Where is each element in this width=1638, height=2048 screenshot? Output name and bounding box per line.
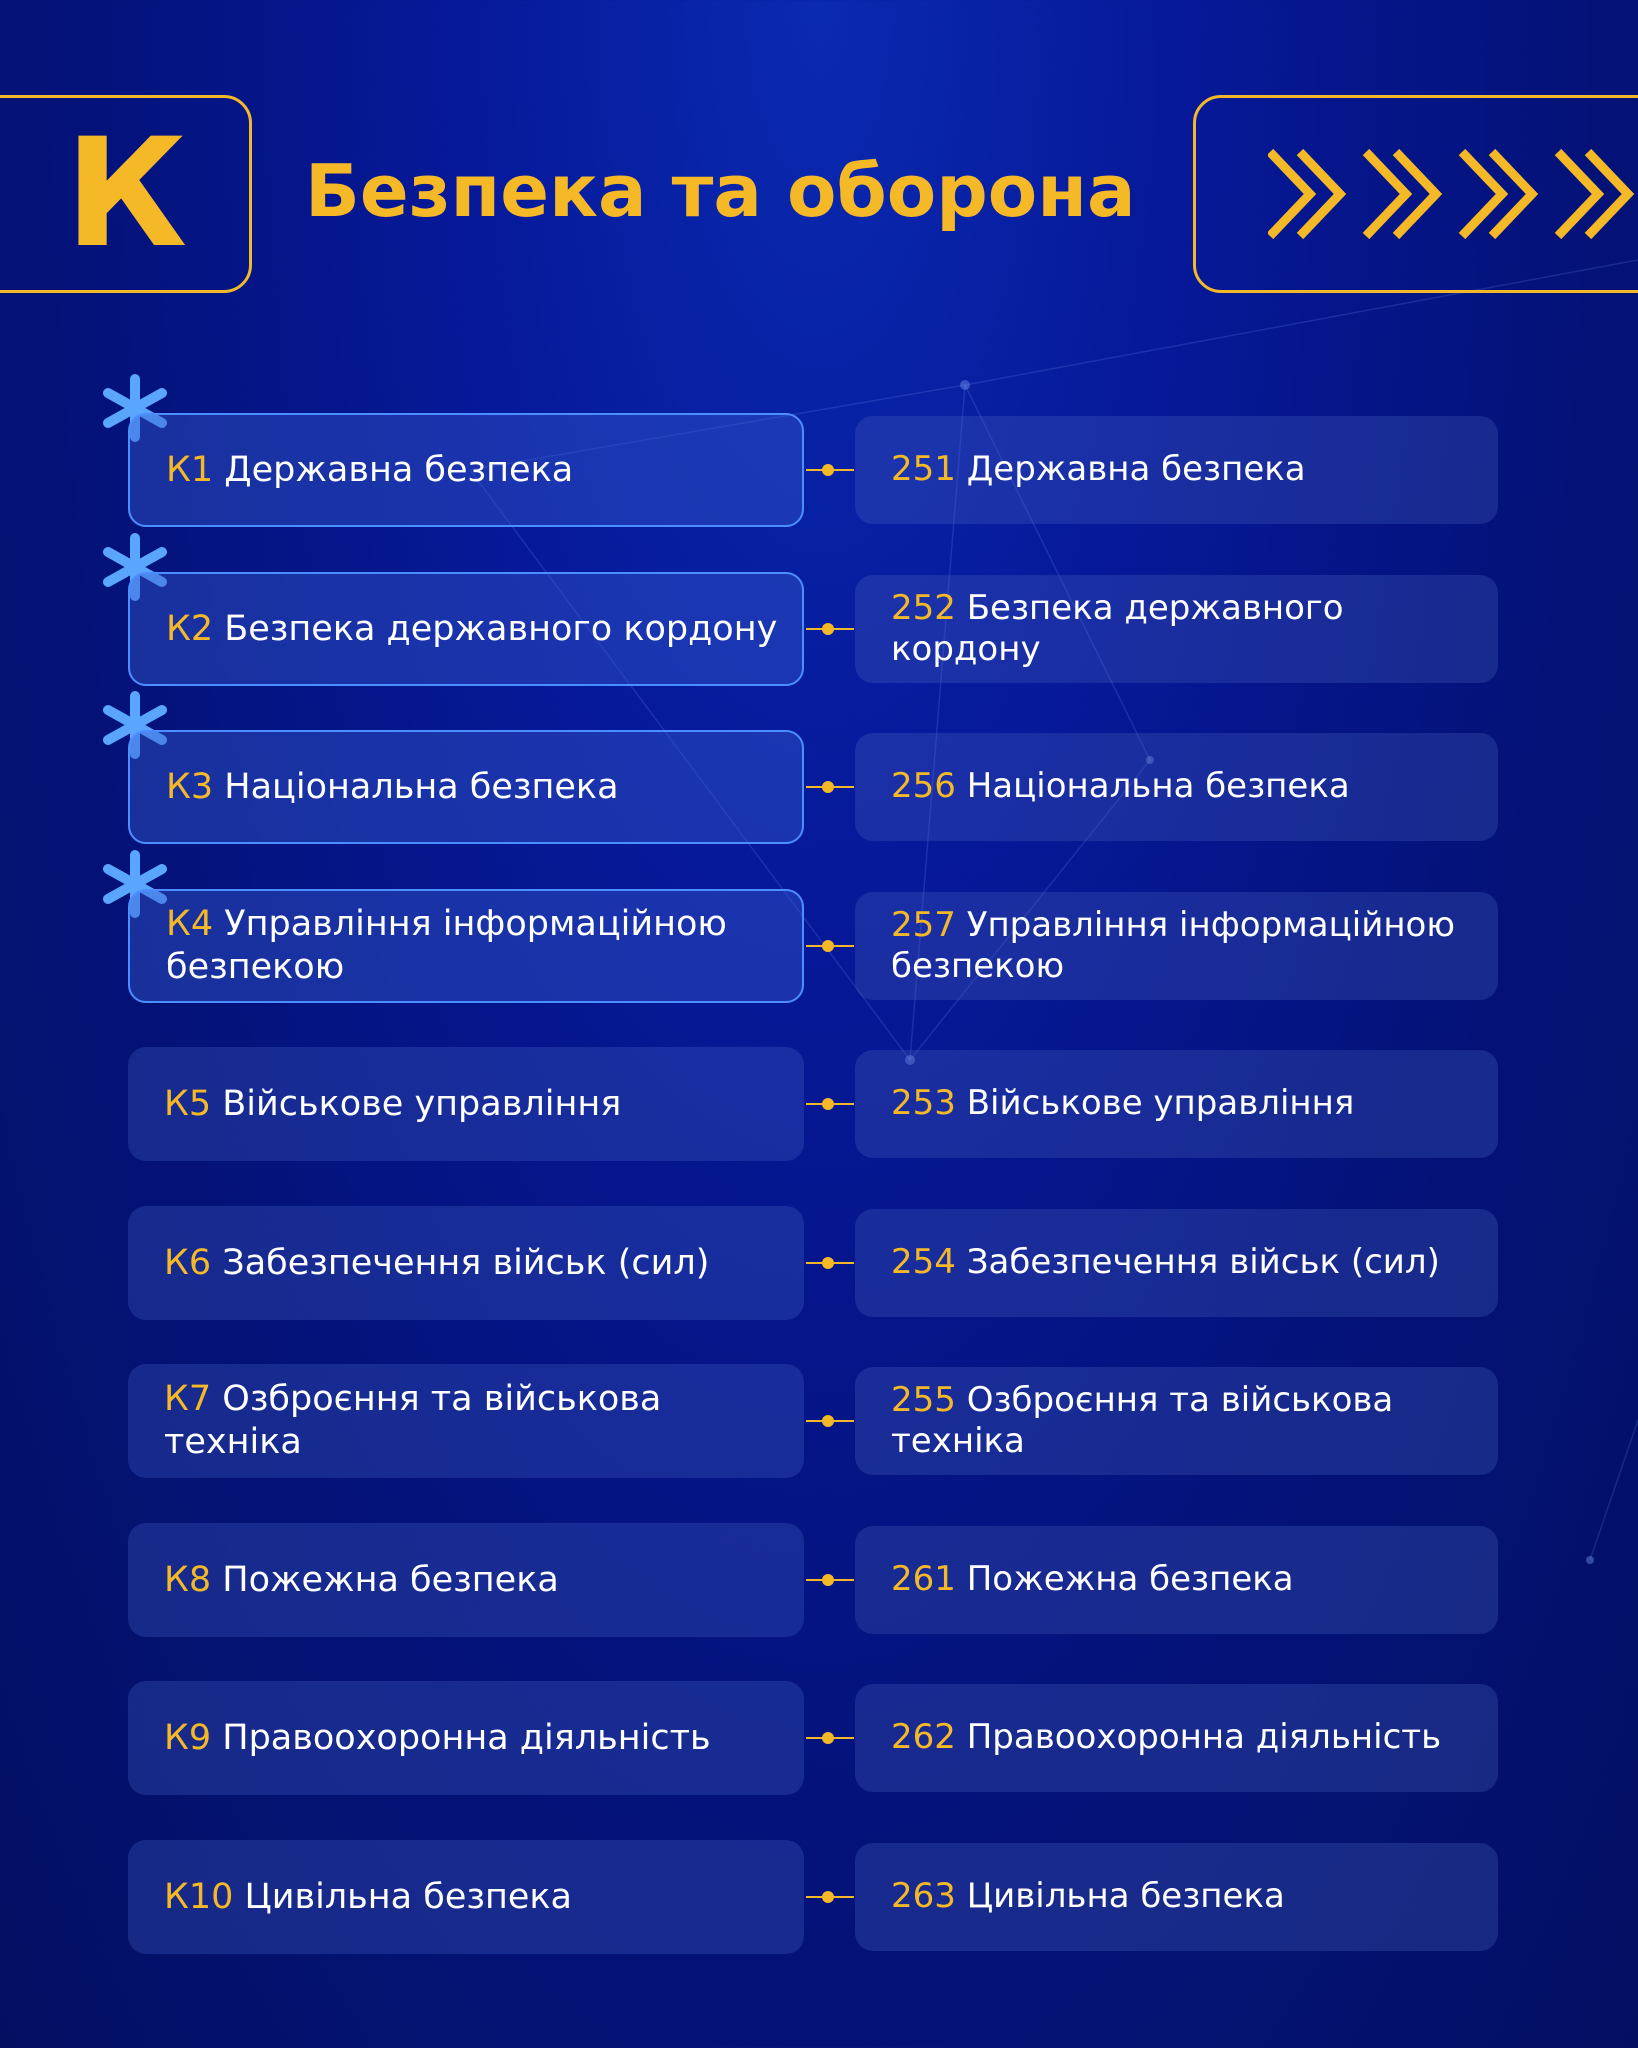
specialty-label: Національна безпека <box>966 766 1350 807</box>
connector-dot <box>822 1574 834 1586</box>
field-card-text <box>164 1559 559 1602</box>
specialty-code: 253 <box>891 1083 956 1124</box>
specialty-card-text <box>891 1717 1441 1758</box>
specialty-label: Пожежна безпека <box>966 1559 1294 1600</box>
specialty-code: 257 <box>891 904 956 945</box>
field-card <box>128 1047 804 1161</box>
specialty-card-text <box>891 449 1306 490</box>
specialty-card <box>855 1050 1498 1158</box>
specialty-card <box>855 416 1498 524</box>
field-card-text <box>164 1083 621 1126</box>
specialty-code: 252 <box>891 587 956 628</box>
field-card <box>128 889 804 1003</box>
field-code: К7 <box>164 1379 212 1420</box>
field-label: Безпека державного кордону <box>224 608 778 649</box>
field-card <box>128 413 804 527</box>
field-code: К5 <box>164 1083 212 1124</box>
field-card-text <box>164 1876 572 1919</box>
specialty-label: Забезпечення військ (сил) <box>966 1242 1440 1283</box>
specialty-card <box>855 733 1498 841</box>
specialty-label: Безпека державного кордону <box>891 587 1344 669</box>
specialty-card-text <box>891 766 1350 807</box>
specialty-label: Державна безпека <box>966 449 1306 490</box>
specialty-card <box>855 1526 1498 1634</box>
mapping-row <box>0 1681 1638 1795</box>
specialty-card-text <box>891 905 1474 988</box>
specialty-card-text <box>891 1083 1354 1124</box>
field-label: Забезпечення військ (сил) <box>222 1242 710 1283</box>
field-code: К2 <box>166 608 214 649</box>
page-title: Безпека та оборона <box>305 149 1136 233</box>
connector-dot <box>822 940 834 952</box>
specialty-code: 262 <box>891 1717 956 1758</box>
mapping-row <box>0 1840 1638 1954</box>
field-card-text <box>166 608 777 651</box>
specialty-card <box>855 1684 1498 1792</box>
specialty-label: Військове управління <box>966 1083 1355 1124</box>
field-card <box>128 1681 804 1795</box>
specialty-label: Озброєння та військова техніка <box>891 1379 1394 1461</box>
field-card <box>128 730 804 844</box>
field-code: К4 <box>166 904 214 945</box>
specialty-card-text <box>891 588 1474 671</box>
field-code: К10 <box>164 1876 234 1917</box>
field-card-text <box>166 449 573 492</box>
field-card-text <box>164 1242 709 1285</box>
field-label: Пожежна безпека <box>222 1559 559 1600</box>
mapping-row <box>0 889 1638 1003</box>
mapping-row <box>0 413 1638 527</box>
mapping-row <box>0 572 1638 686</box>
field-code: К1 <box>166 449 214 490</box>
mapping-row <box>0 1047 1638 1161</box>
section-code-letter: К <box>64 107 188 281</box>
specialty-card <box>855 1367 1498 1475</box>
specialty-card <box>855 1209 1498 1317</box>
field-card <box>128 1364 804 1478</box>
field-card-text <box>164 1378 786 1463</box>
field-label: Цивільна безпека <box>244 1876 572 1917</box>
specialty-card-text <box>891 1876 1285 1917</box>
specialty-code: 251 <box>891 449 956 490</box>
mapping-row <box>0 1523 1638 1637</box>
specialty-label: Цивільна безпека <box>966 1876 1285 1917</box>
field-card <box>128 1840 804 1954</box>
specialty-card-text <box>891 1559 1294 1600</box>
specialty-code: 255 <box>891 1379 956 1420</box>
connector-dot <box>822 1732 834 1744</box>
connector-dot <box>822 1415 834 1427</box>
specialty-card <box>855 575 1498 683</box>
specialty-code: 261 <box>891 1559 956 1600</box>
connector-dot <box>822 464 834 476</box>
specialty-label: Правоохоронна діяльність <box>966 1717 1442 1758</box>
specialty-label: Управління інформаційною безпекою <box>891 904 1455 986</box>
connector-dot <box>822 623 834 635</box>
specialty-code: 254 <box>891 1242 956 1283</box>
field-code: К3 <box>166 766 214 807</box>
field-label: Державна безпека <box>224 449 574 490</box>
mapping-row <box>0 1364 1638 1478</box>
field-card <box>128 1206 804 1320</box>
field-label: Національна безпека <box>224 766 619 807</box>
specialty-card-text <box>891 1242 1440 1283</box>
mapping-row <box>0 730 1638 844</box>
specialty-card <box>855 892 1498 1000</box>
specialty-code: 256 <box>891 766 956 807</box>
field-card <box>128 1523 804 1637</box>
field-card-text <box>166 766 619 809</box>
field-code: К6 <box>164 1242 212 1283</box>
connector-dot <box>822 1257 834 1269</box>
connector-dot <box>822 1098 834 1110</box>
field-card-text <box>166 903 784 988</box>
field-code: К9 <box>164 1717 212 1758</box>
field-code: К8 <box>164 1559 212 1600</box>
field-label: Військове управління <box>222 1083 622 1124</box>
specialty-card-text <box>891 1380 1474 1463</box>
field-card <box>128 572 804 686</box>
specialty-card <box>855 1843 1498 1951</box>
connector-dot <box>822 1891 834 1903</box>
mapping-row <box>0 1206 1638 1320</box>
connector-dot <box>822 781 834 793</box>
field-label: Озброєння та військова техніка <box>164 1379 662 1462</box>
specialty-code: 263 <box>891 1876 956 1917</box>
field-card-text <box>164 1717 711 1760</box>
field-label: Управління інформаційною безпекою <box>166 904 727 987</box>
field-label: Правоохоронна діяльність <box>222 1717 711 1758</box>
